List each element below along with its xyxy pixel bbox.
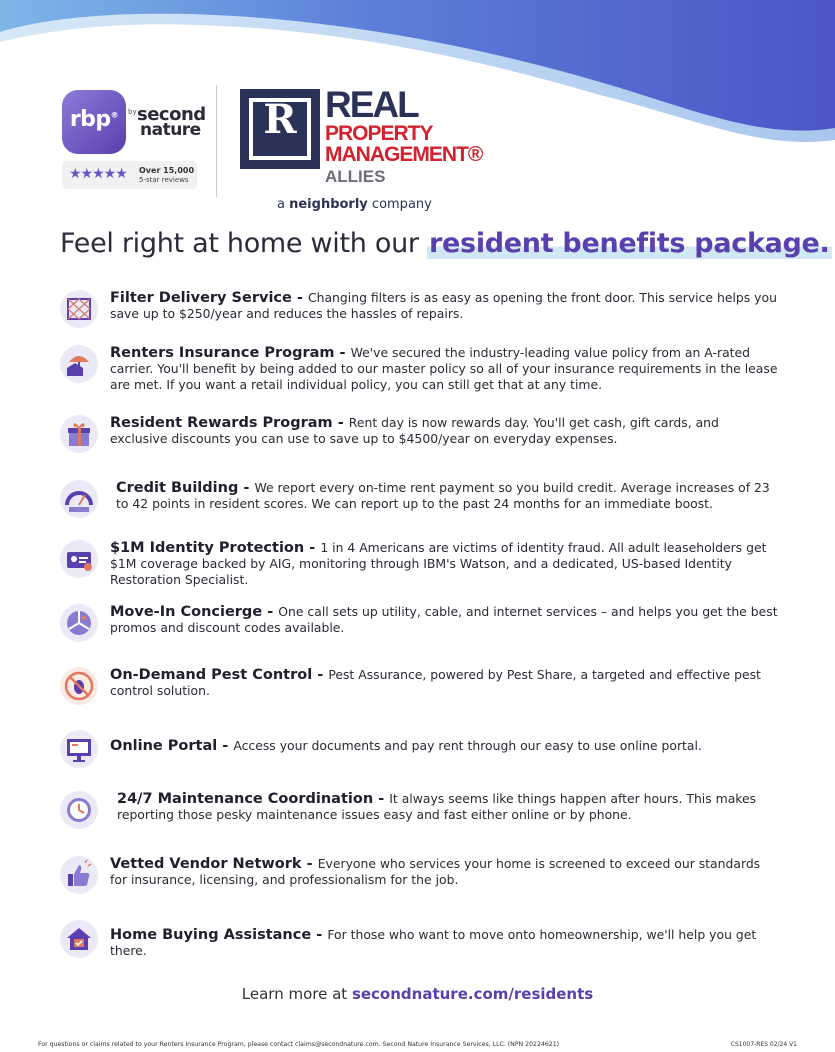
residents-link[interactable]: secondnature.com/residents [351,985,594,1003]
umbrella-house-icon [60,345,98,383]
footer-disclaimer: For questions or claims related to your Renters Insurance Program, please contact claims@secondnature.com. Second Nature Insurance Services, LLC. (NPN 20224621) [38,1041,560,1048]
learn-more-line: Learn more at secondnature.com/residents [241,985,594,1003]
logo-divider [216,85,217,197]
neighborly-tagline: a neighborly company [277,197,432,212]
filter-icon [60,290,98,328]
home-check-icon [60,920,98,958]
thumbs-up-icon [60,856,98,894]
rpm-logo-mark: R [240,89,320,169]
rpm-wordmark: REAL PROPERTY MANAGEMENT® ALLIES [325,84,483,186]
five-stars-icon: ★★★★★ [69,166,127,182]
rbp-logo: rbp® [62,90,126,154]
no-pest-icon [60,667,98,705]
monitor-icon [60,730,98,768]
page-headline: Feel right at home with our resident benefits package. [60,228,830,259]
gift-icon [60,415,98,453]
footer-code: CS1007-RES 02/24 V1 [730,1041,797,1048]
id-card-icon [60,540,98,578]
rating-badge: ★★★★★ Over 15,000 5-star reviews [62,161,197,189]
credit-gauge-icon [60,480,98,518]
clock-icon [60,791,98,829]
utilities-icon [60,604,98,642]
